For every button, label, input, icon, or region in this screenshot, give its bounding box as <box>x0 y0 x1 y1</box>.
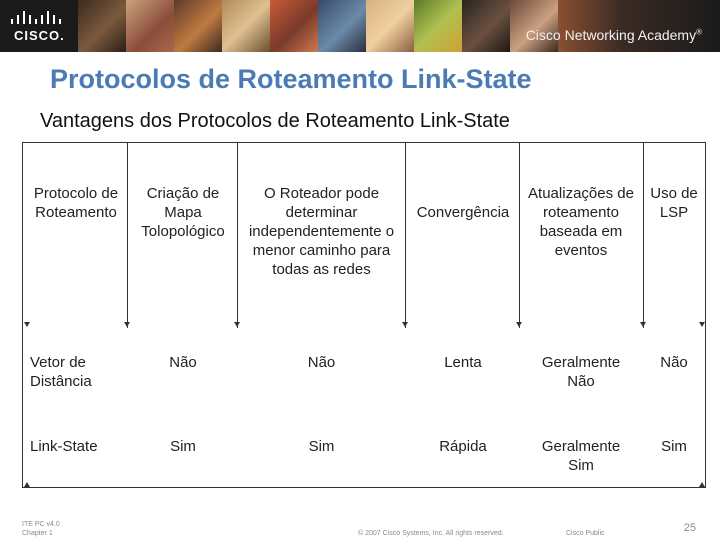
table-cell: Sim <box>661 438 687 455</box>
banner-photo <box>270 0 318 52</box>
table-column-divider <box>237 142 238 328</box>
table-cell: Rápida <box>439 438 487 455</box>
table-cell: Lenta <box>444 354 482 371</box>
banner-photo <box>78 0 126 52</box>
table-cell: Geralmente Sim <box>541 438 621 474</box>
table-header-cell: Protocolo de Roteamento <box>33 185 119 221</box>
table-cell: Sim <box>170 438 196 455</box>
divider-arrow <box>699 322 705 327</box>
table-row-label: Vetor de Distância <box>30 354 92 390</box>
table-cell: Não <box>307 354 336 371</box>
table-column-divider <box>643 142 644 328</box>
header-banner <box>0 0 720 52</box>
table-border-left <box>22 142 23 488</box>
banner-photo <box>510 0 558 52</box>
academy-wordmark: Cisco Networking Academy® <box>525 27 702 43</box>
cisco-bars-icon <box>10 10 68 26</box>
divider-arrow <box>24 482 30 487</box>
table-cell: Não <box>169 354 197 371</box>
table-column-divider <box>405 142 406 328</box>
table-header-cell: Convergência <box>416 204 510 221</box>
table-border-bottom <box>22 487 706 488</box>
banner-photo <box>174 0 222 52</box>
slide-subtitle: Vantagens dos Protocolos de Roteamento Link-State <box>40 110 510 132</box>
footer-chapter: Chapter 1 <box>22 530 53 537</box>
slide-title: Protocolos de Roteamento Link-State <box>50 64 532 94</box>
table-row-label: Link-State <box>30 438 98 455</box>
banner-photo <box>558 0 720 52</box>
table-header-cell: Atualizações de roteamento baseada em eventos <box>528 185 634 259</box>
table-border-top <box>22 142 706 143</box>
divider-arrow <box>699 482 705 487</box>
banner-photo <box>318 0 366 52</box>
footer-course: ITE PC v4.0 <box>22 521 60 528</box>
cisco-logo <box>8 8 70 44</box>
page-number: 25 <box>683 522 696 534</box>
table-cell: Geralmente Não <box>541 354 621 390</box>
table-header-cell: Criação de Mapa Tolopológico <box>141 185 225 240</box>
banner-photo <box>222 0 270 52</box>
footer-classification: Cisco Public <box>566 530 605 537</box>
banner-photo <box>126 0 174 52</box>
table-cell: Sim <box>308 438 335 455</box>
banner-photo <box>366 0 414 52</box>
table-cell: Não <box>660 354 688 371</box>
divider-arrow <box>516 322 522 327</box>
divider-arrow <box>124 322 130 327</box>
divider-arrow <box>402 322 408 327</box>
divider-arrow <box>24 322 30 327</box>
banner-photo <box>414 0 462 52</box>
table-border-right <box>705 142 706 488</box>
divider-arrow <box>640 322 646 327</box>
table-column-divider <box>127 142 128 328</box>
footer-copyright: © 2007 Cisco Systems, Inc. All rights reserved. <box>358 530 504 537</box>
divider-arrow <box>234 322 240 327</box>
table-column-divider <box>519 142 520 328</box>
table-header-cell: Uso de LSP <box>650 185 698 221</box>
banner-photo <box>462 0 510 52</box>
cisco-wordmark: CISCO. <box>14 28 65 43</box>
table-header-cell: O Roteador pode determinar independentemente o menor caminho para todas as redes <box>248 185 395 278</box>
